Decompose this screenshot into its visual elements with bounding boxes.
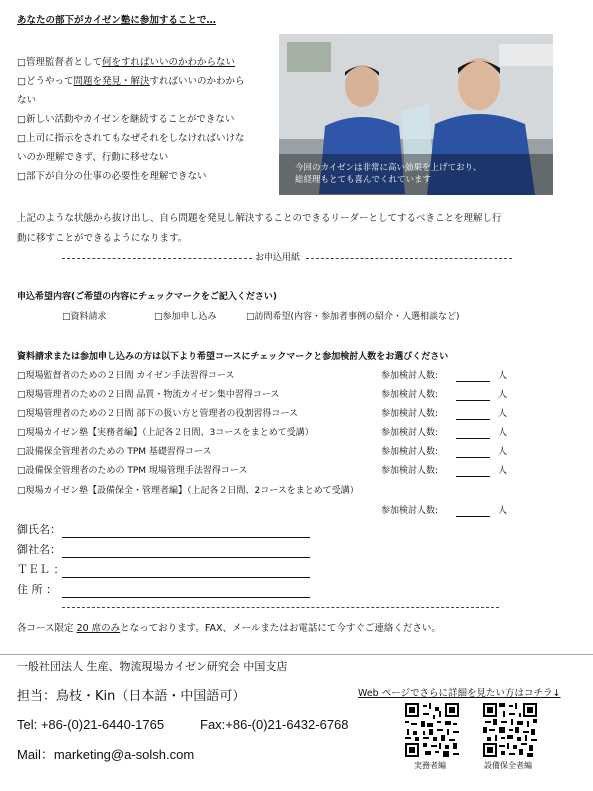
field-tel-input[interactable]: [62, 577, 310, 578]
problem-item: いのか理解できず、行動に移せない: [17, 152, 169, 163]
qr-label-maintenance: 設備保全者編: [484, 761, 532, 770]
qr-code-icon: [405, 703, 459, 757]
org-name: 一般社団法人 生産、物流現場カイゼン研究会 中国支店: [17, 660, 288, 673]
count-label: 参加検討人数:: [381, 506, 439, 516]
problem-item: □部下が自分の仕事の必要性を理解できない: [17, 171, 207, 182]
qr-code-maintenance[interactable]: [483, 703, 537, 757]
request-heading: 申込希望内容(ご希望の内容にチェックマークをご記入ください): [17, 292, 277, 302]
intro-heading: あなたの部下がカイゼン塾に参加することで…: [17, 15, 216, 26]
qr-code-practitioner[interactable]: [405, 703, 459, 757]
problem-item: □上司に指示をされてもなぜそれをしなければいけな: [17, 133, 245, 144]
count-input[interactable]: [456, 381, 490, 382]
count-label: 参加検討人数:: [381, 371, 439, 381]
count-input[interactable]: [456, 438, 490, 439]
form-divider-right: [306, 258, 512, 259]
option-visit[interactable]: □訪問希望(内容・参加者事例の紹介・人選相談など): [246, 312, 460, 322]
summary-line: 動に移すことができるようになります。: [17, 233, 188, 244]
form-end-divider: [62, 607, 499, 608]
problem-item: □新しい活動やカイゼンを継続することができない: [17, 114, 235, 125]
problem-item: ない: [17, 95, 37, 106]
course-item[interactable]: □設備保全管理者のための TPM 基礎習得コース: [17, 447, 212, 457]
count-unit: 人: [498, 466, 508, 476]
count-input[interactable]: [456, 476, 490, 477]
phone-number: Tel: +86-(0)21-6440-1765: [17, 717, 165, 732]
web-note[interactable]: Web ページでさらに詳細を見たい方はコチラ↓: [358, 688, 561, 699]
option-apply[interactable]: □参加申し込み: [154, 312, 217, 322]
course-item[interactable]: □現場カイゼン塾【実務者編】（上記各２日間、3コースをまとめて受講）: [17, 428, 314, 438]
limit-note: 各コース限定 20 席のみとなっております。FAX、メールまたはお電話にて今すぐご連絡ください。: [17, 623, 441, 634]
count-label: 参加検討人数:: [381, 447, 439, 457]
count-unit: 人: [498, 428, 508, 438]
contact-person: 担当：鳥枝・Kin（日本語・中国語可）: [17, 689, 246, 704]
qr-label-practitioner: 実務者編: [414, 761, 446, 770]
field-address-label: 住 所 ：: [17, 583, 57, 596]
qr-code-icon: [483, 703, 537, 757]
course-item[interactable]: □現場管理者のための２日間 部下の扱い方と管理者の役割習得コース: [17, 409, 298, 419]
count-unit: 人: [498, 409, 508, 419]
count-label: 参加検討人数:: [381, 466, 439, 476]
option-document-request[interactable]: □資料請求: [62, 312, 107, 322]
problem-item: □どうやって問題を発見・解決すればいいのかわから: [17, 76, 245, 87]
count-label: 参加検討人数:: [381, 390, 439, 400]
problem-item: □管理監督者として何をすればいいのかわからない: [17, 57, 235, 68]
testimonial-photo: [279, 34, 553, 195]
course-item[interactable]: □現場カイゼン塾【設備保全・管理者編】（上記各２日間、2コースをまとめて受講）: [17, 486, 359, 496]
count-label: 参加検討人数:: [381, 409, 439, 419]
count-input[interactable]: [456, 516, 490, 517]
footer-divider: [0, 654, 593, 655]
count-input[interactable]: [456, 419, 490, 420]
count-unit: 人: [498, 506, 508, 516]
email-link[interactable]: Mail：marketing@a-solsh.com: [17, 747, 195, 762]
fax-number: Fax:+86-(0)21-6432-6768: [200, 717, 349, 732]
count-unit: 人: [498, 371, 508, 381]
count-unit: 人: [498, 447, 508, 457]
count-input[interactable]: [456, 457, 490, 458]
count-label: 参加検討人数:: [381, 428, 439, 438]
count-input[interactable]: [456, 400, 490, 401]
field-tel-label: ＴＥＬ ：: [17, 563, 65, 576]
form-title: お申込用紙: [255, 253, 301, 263]
field-company-label: 御社名：: [17, 543, 61, 556]
field-name-label: 御氏名：: [17, 523, 61, 536]
course-item[interactable]: □現場監督者のための２日間 カイゼン手法習得コース: [17, 371, 235, 381]
count-unit: 人: [498, 390, 508, 400]
field-company-input[interactable]: [62, 557, 310, 558]
course-heading: 資料請求または参加申し込みの方は以下より希望コースにチェックマークと参加検討人数をお選びください: [17, 352, 449, 362]
course-item[interactable]: □現場管理者のための２日間 品質・物流カイゼン集中習得コース: [17, 390, 280, 400]
summary-line: 上記のような状態から抜け出し、自ら問題を発見し解決することのできるリーダーとしてするべきことを理解し行: [17, 213, 502, 224]
form-divider-left: [62, 258, 252, 259]
field-name-input[interactable]: [62, 537, 310, 538]
field-address-input[interactable]: [62, 597, 310, 598]
course-item[interactable]: □設備保全管理者のための TPM 現場管理手法習得コース: [17, 466, 248, 476]
photo-caption: 今回のカイゼンは非常に高い効果を上げており、 総経理もとても喜んでくれています: [295, 163, 482, 185]
